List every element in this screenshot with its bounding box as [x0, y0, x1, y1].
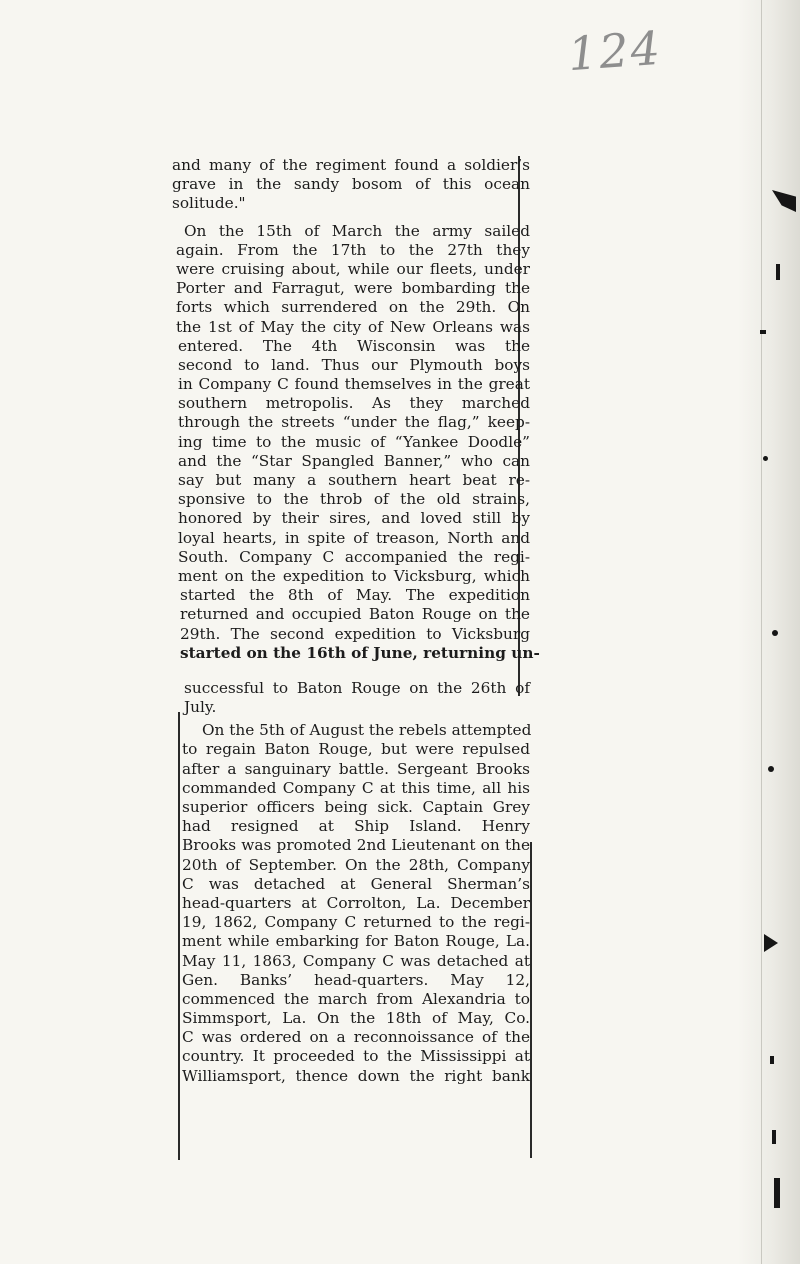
- edge-speck: [760, 330, 766, 334]
- text-line: had resigned at Ship Island. Henry: [182, 817, 530, 836]
- text-line: again. From the 17th to the 27th they: [176, 240, 530, 259]
- text-line: ing time to the music of “Yankee Doodle”: [178, 432, 530, 451]
- text-line: May 11, 1863, Company C was detached at: [182, 951, 530, 970]
- text-line: after a sanguinary battle. Sergeant Brooks: [182, 759, 530, 778]
- text-line: On the 5th of August the rebels attempted: [202, 721, 532, 740]
- text-line: commenced the march from Alexandria to: [182, 989, 530, 1008]
- text-line: say but many a southern heart beat re-: [178, 471, 530, 489]
- edge-speck: [768, 766, 774, 772]
- text-line: Gen. Banks’ head-quarters. May 12,: [182, 970, 530, 989]
- edge-speck: [772, 630, 778, 636]
- text-line: sponsive to the throb of the old strains,: [178, 490, 530, 509]
- text-line: 29th. The second expedition to Vicksburg: [180, 624, 530, 643]
- page-edge-line: [761, 0, 762, 1264]
- edge-speck: [763, 456, 768, 461]
- edge-speck: [770, 1056, 774, 1064]
- text-line: Porter and Farragut, were bombarding the: [176, 279, 530, 298]
- text-line: started on the 16th of June, returning un-: [180, 643, 540, 662]
- text-line: were cruising about, while our fleets, under: [176, 259, 530, 278]
- text-line: solitude.": [172, 194, 246, 213]
- text-line: ment while embarking for Baton Rouge, La.: [182, 932, 530, 951]
- text-line: superior officers being sick. Captain Grey: [182, 798, 530, 816]
- text-line: southern metropolis. As they marched: [178, 394, 530, 413]
- text-line: the 1st of May the city of New Orleans was: [176, 317, 530, 336]
- text-line: 19, 1862, Company C returned to the regi-: [182, 913, 530, 932]
- text-line: honored by their sires, and loved still by: [178, 509, 530, 528]
- text-line: 20th of September. On the 28th, Company: [182, 855, 530, 874]
- edge-speck: [774, 1178, 780, 1208]
- text-line: started the 8th of May. The expedition: [180, 586, 530, 605]
- article-column: [170, 156, 540, 1086]
- text-line: through the streets “under the flag,” keep-: [178, 413, 530, 432]
- text-line: in Company C found themselves in the great: [178, 375, 530, 394]
- text-line: C was ordered on a reconnoissance of the: [182, 1028, 530, 1047]
- text-line: Simmsport, La. On the 18th of May, Co.: [182, 1009, 530, 1028]
- text-line: loyal hearts, in spite of treason, North and: [178, 528, 530, 547]
- clipping-join-gap: [170, 663, 530, 679]
- text-line: returned and occupied Baton Rouge on the: [180, 605, 530, 624]
- paragraph-gap: [170, 214, 530, 222]
- edge-speck: [772, 1130, 776, 1144]
- page-edge-shadow: [738, 0, 800, 1264]
- text-line: and many of the regiment found a soldier’s: [172, 156, 530, 174]
- text-line: entered. The 4th Wisconsin was the: [178, 336, 530, 355]
- text-line: successful to Baton Rouge on the 26th of: [184, 678, 530, 697]
- text-line: head-quarters at Corrolton, La. December: [182, 893, 530, 912]
- text-line: to regain Baton Rouge, but were repulsed: [182, 740, 530, 759]
- text-line: South. Company C accompanied the regi-: [178, 547, 530, 566]
- text-line: C was detached at General Sherman’s: [182, 874, 530, 893]
- text-line: country. It proceeded to the Mississippi at: [182, 1047, 530, 1066]
- text-line: July.: [184, 698, 217, 717]
- text-line: Williamsport, thence down the right bank: [182, 1066, 530, 1085]
- text-line: forts which surrendered on the 29th. On: [176, 298, 530, 317]
- column-rule-right-lower: [530, 842, 532, 1158]
- edge-speck: [776, 264, 780, 280]
- text-line: and the “Star Spangled Banner,” who can: [178, 451, 530, 470]
- page-number: 124: [566, 20, 664, 82]
- text-line: second to land. Thus our Plymouth boys: [178, 355, 530, 374]
- text-line: On the 15th of March the army sailed: [184, 221, 530, 240]
- text-line: Brooks was promoted 2nd Lieutenant on the: [182, 836, 530, 855]
- text-line: commanded Company C at this time, all his: [182, 778, 530, 797]
- text-line: grave in the sandy bosom of this ocean: [172, 175, 530, 194]
- text-line: ment on the expedition to Vicksburg, which: [178, 566, 530, 585]
